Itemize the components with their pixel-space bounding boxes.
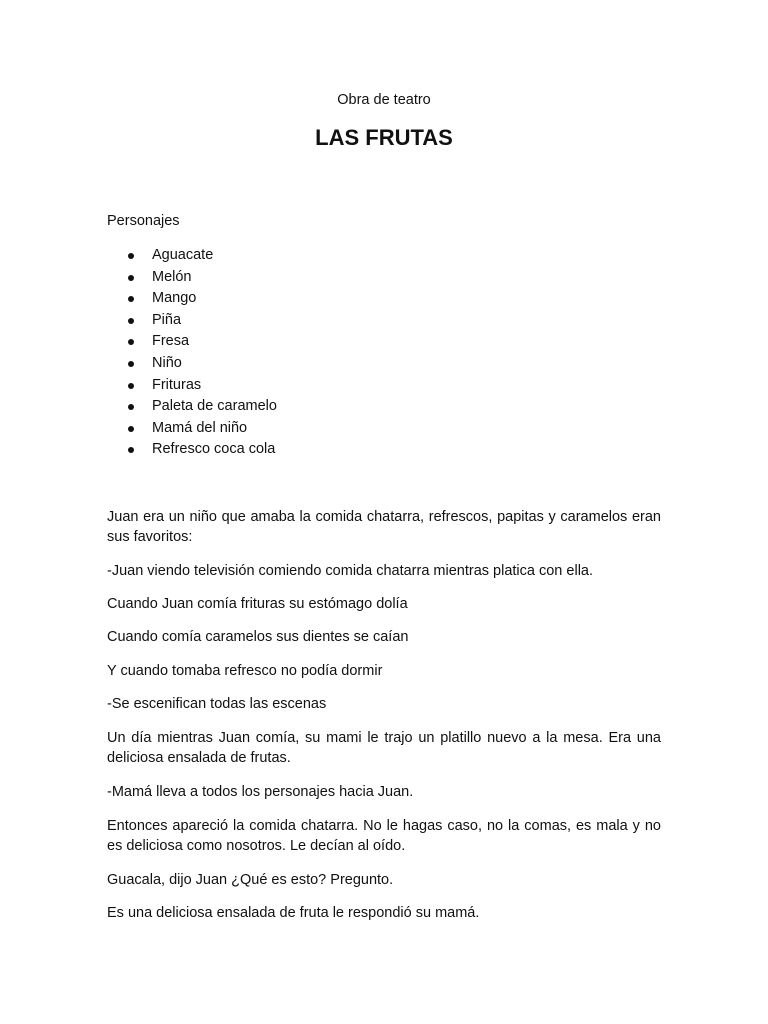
stage-direction: -Mamá lleva a todos los personajes hacia Juan. <box>107 784 414 800</box>
story-paragraph: Juan era un niño que amaba la comida chatarra, refrescos, papitas y caramelos eran sus favoritos: <box>107 509 661 545</box>
bullet-icon <box>128 275 134 281</box>
story-paragraph: Cuando Juan comía frituras su estómago dolía <box>107 596 408 612</box>
bullet-icon <box>128 426 134 432</box>
story-paragraph: Es una deliciosa ensalada de fruta le respondió su mamá. <box>107 905 480 921</box>
story-paragraph: Cuando comía caramelos sus dientes se caían <box>107 629 409 645</box>
character-name: Mamá del niño <box>152 419 248 436</box>
character-name: Piña <box>152 311 182 328</box>
character-list-item <box>107 288 277 310</box>
personajes-heading: Personajes <box>107 213 180 229</box>
bullet-icon <box>128 447 134 453</box>
bullet-icon <box>128 361 134 367</box>
document-subtitle: Obra de teatro <box>337 92 431 108</box>
character-list-item <box>107 396 277 418</box>
bullet-icon <box>128 404 134 410</box>
character-list-item <box>107 375 277 397</box>
character-list-item <box>107 267 277 289</box>
character-name: Aguacate <box>152 247 214 263</box>
character-name: Paleta de caramelo <box>152 398 277 415</box>
character-name: Fresa <box>152 333 190 350</box>
character-name: Refresco coca cola <box>152 441 276 458</box>
bullet-icon <box>128 339 134 345</box>
character-list-item <box>107 439 277 461</box>
character-name: Mango <box>152 290 197 307</box>
character-list-item <box>107 310 277 332</box>
story-paragraph: Guacala, dijo Juan ¿Qué es esto? Pregunto. <box>107 872 394 888</box>
bullet-icon <box>128 253 134 259</box>
story-paragraph: Un día mientras Juan comía, su mami le trajo un platillo nuevo a la mesa. Era una deliciosa ensalada de frutas. <box>107 730 661 766</box>
character-list <box>107 245 277 461</box>
bullet-icon <box>128 296 134 302</box>
character-list-item <box>107 245 277 267</box>
bullet-icon <box>128 383 134 389</box>
character-list-item <box>107 331 277 353</box>
character-list-item <box>107 353 277 375</box>
bullet-icon <box>128 318 134 324</box>
story-paragraph: Y cuando tomaba refresco no podía dormir <box>107 663 383 679</box>
stage-direction: -Se escenifican todas las escenas <box>107 696 327 712</box>
character-name: Melón <box>152 268 192 285</box>
document-title: LAS FRUTAS <box>315 125 453 150</box>
character-list-item <box>107 418 277 440</box>
character-name: Niño <box>152 354 182 371</box>
stage-direction: -Juan viendo televisión comiendo comida chatarra mientras platica con ella. <box>107 563 594 579</box>
story-paragraph: Entonces apareció la comida chatarra. No le hagas caso, no la comas, es mala y no es deliciosa como nosotros. Le decían al oído. <box>107 818 661 854</box>
character-name: Frituras <box>152 376 202 393</box>
